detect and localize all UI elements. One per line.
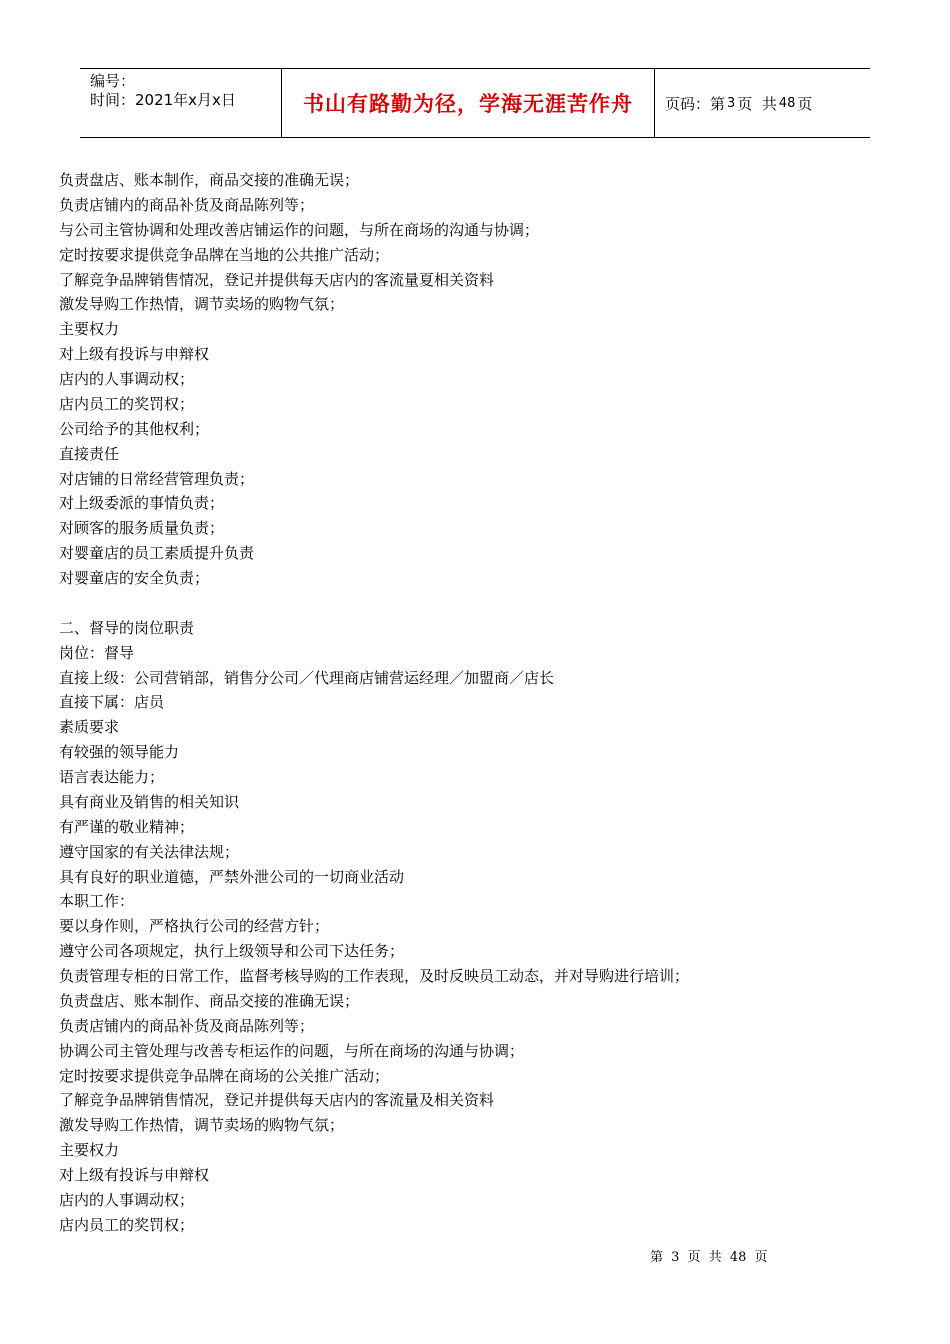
text-line: 本职工作： [59, 892, 135, 911]
text-line: 对婴童店的安全负责； [59, 569, 210, 587]
text-line: 公司给予的其他权利； [59, 419, 210, 438]
page-header [80, 68, 870, 138]
text-line: 负责管理专柜的日常工作，监督考核导购的工作表现，及时反映员工动态，并对导购进行培训； [59, 967, 690, 985]
text-line: 与公司主管协调和处理改善店铺运作的问题，与所在商场的沟通与协调； [59, 220, 540, 239]
text-line: 负责盘店、账本制作，商品交接的准确无误； [59, 171, 360, 189]
page-footer: 第 3 页 共 48 页 [650, 1250, 768, 1265]
text-line: 对婴童店的员工素质提升负责 [59, 544, 255, 563]
text-line [59, 591, 879, 616]
text-line: 对顾客的服务质量负责； [59, 519, 225, 538]
text-line: 对上级有投诉与申辩权 [59, 345, 210, 364]
text-line: 直接责任 [59, 444, 120, 463]
doc-date: 时间：2021年x月x日 [90, 91, 236, 109]
text-line: 素质要求 [59, 718, 120, 737]
text-line: 岗位：督导 [59, 643, 135, 662]
text-line: 负责盘店、账本制作、商品交接的准确无误； [59, 991, 360, 1010]
text-line: 遵守公司各项规定，执行上级领导和公司下达任务； [59, 942, 405, 961]
header-meta [80, 69, 282, 137]
text-line: 协调公司主管处理与改善专柜运作的问题，与所在商场的沟通与协调； [59, 1041, 525, 1060]
page-total: 48 [778, 95, 796, 111]
header-motto: 书山有路勤为径，学海无涯苦作舟 [282, 69, 655, 137]
text-line: 具有良好的职业道德，严禁外泄公司的一切商业活动 [59, 867, 405, 886]
text-line: 要以身作则，严格执行公司的经营方针； [59, 917, 330, 936]
page-prefix: 页码：第 [665, 94, 726, 113]
page-suffix: 页 [797, 94, 813, 113]
text-line: 直接上级：公司营销部，销售分公司／代理商店铺营运经理／加盟商／店长 [59, 668, 555, 687]
header-page-info [655, 69, 870, 137]
text-line: 店内的人事调动权； [59, 370, 195, 388]
text-line: 对店铺的日常经营管理负责； [59, 469, 255, 488]
doc-number-label: 编号： [90, 72, 136, 90]
text-line: 二、督导的岗位职责 [59, 618, 195, 637]
text-line: 有严谨的敬业精神； [59, 817, 195, 836]
text-line: 负责店铺内的商品补货及商品陈列等； [59, 195, 315, 214]
text-line: 语言表达能力； [59, 768, 165, 786]
text-line: 了解竞争品牌销售情况，登记并提供每天店内的客流量及相关资料 [59, 1091, 495, 1110]
text-line: 对上级有投诉与申辩权 [59, 1166, 210, 1184]
text-line: 激发导购工作热情，调节卖场的购物气氛； [59, 295, 345, 314]
text-line: 定时按要求提供竞争品牌在当地的公共推广活动； [59, 245, 390, 264]
text-line: 有较强的领导能力 [59, 743, 180, 762]
text-line: 激发导购工作热情，调节卖场的购物气氛； [59, 1116, 345, 1135]
page-mid: 页 共 [737, 94, 777, 113]
text-line: 主要权力 [59, 1141, 120, 1160]
text-line: 店内员工的奖罚权； [59, 394, 195, 413]
text-line: 店内员工的奖罚权； [59, 1215, 195, 1234]
text-line: 具有商业及销售的相关知识 [59, 792, 240, 811]
document-body [59, 168, 879, 1238]
text-line: 对上级委派的事情负责； [59, 494, 225, 513]
text-line: 定时按要求提供竞争品牌在商场的公关推广活动； [59, 1066, 390, 1085]
text-line: 负责店铺内的商品补货及商品陈列等； [59, 1016, 315, 1035]
text-line: 店内的人事调动权； [59, 1190, 195, 1209]
text-line: 遵守国家的有关法律法规； [59, 842, 240, 861]
page-current: 3 [727, 95, 736, 111]
text-line: 直接下属：店员 [59, 693, 165, 712]
text-line: 主要权力 [59, 320, 120, 339]
text-line: 了解竞争品牌销售情况，登记并提供每天店内的客流量夏相关资料 [59, 270, 495, 289]
